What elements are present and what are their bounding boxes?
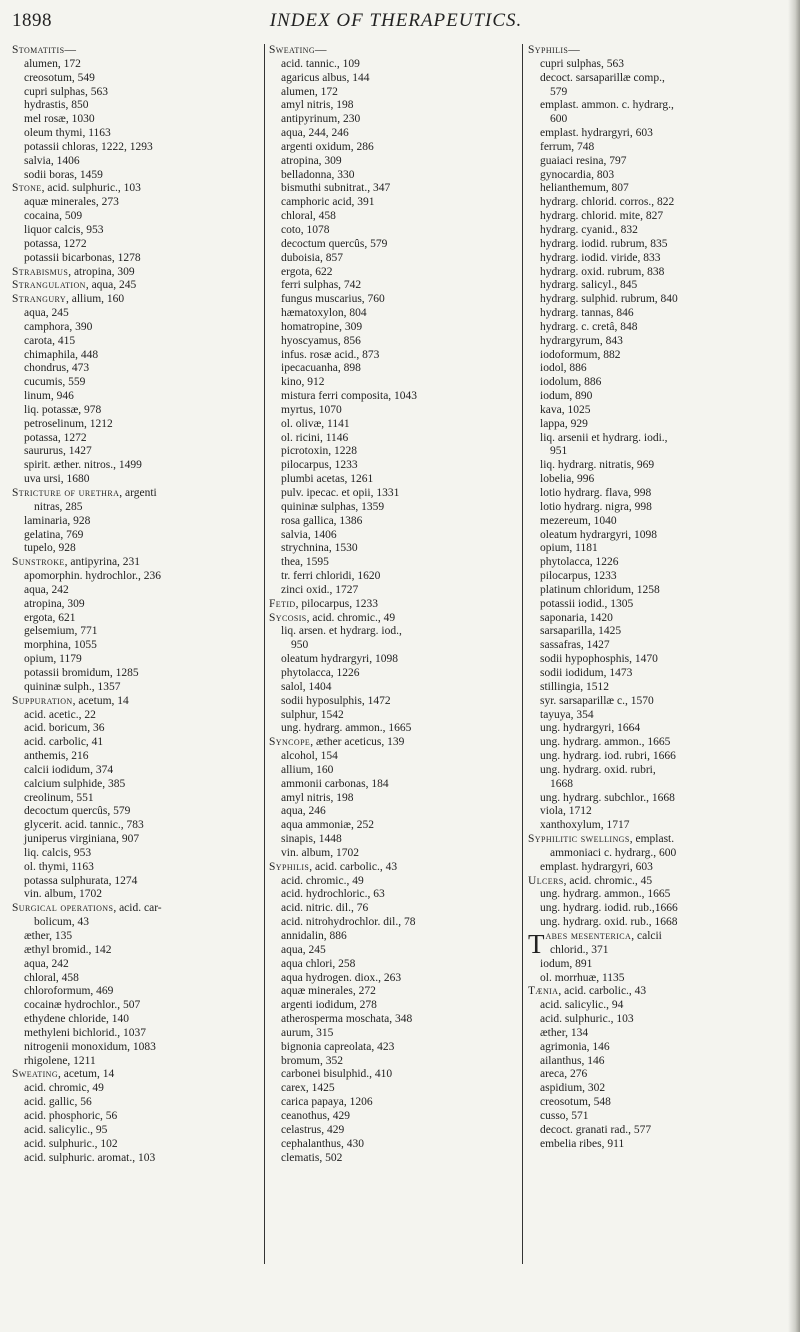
index-entry: acid. salicylic., 95 <box>24 1123 108 1136</box>
index-entry: acid. chromic, 49 <box>24 1082 104 1095</box>
index-entry: hydrarg. iodid. rubrum, 835 <box>540 237 668 250</box>
heading-rest: , acid. car- <box>113 902 162 915</box>
index-entry: hydrarg. cyanid., 832 <box>540 223 638 236</box>
index-entry: ung. hydrargyri, 1664 <box>540 722 641 735</box>
index-entry: ung. hydrarg. oxid. rubri, <box>540 763 656 776</box>
index-entry: tupelo, 928 <box>24 542 76 555</box>
index-entry: morphina, 1055 <box>24 639 97 652</box>
index-heading <box>12 44 260 58</box>
index-entry: calcium sulphide, 385 <box>24 777 126 790</box>
heading-term: Stricture of urethra <box>12 487 120 499</box>
index-entry: kino, 912 <box>281 376 325 389</box>
index-entry: emplast. hydrargyri, 603 <box>540 860 653 873</box>
heading-term: Surgical operations <box>12 902 114 915</box>
index-entry: potassa, 1272 <box>24 431 87 444</box>
index-heading <box>12 266 260 280</box>
heading-term: Strangury <box>12 293 66 306</box>
index-entry: plumbi acetas, 1261 <box>281 473 374 486</box>
index-entry: creosotum, 548 <box>540 1096 611 1109</box>
index-heading <box>12 556 260 570</box>
index-entry: lotio hydrarg. nigra, 998 <box>540 500 652 513</box>
index-entry: stillingia, 1512 <box>540 680 609 693</box>
index-entry: glycerit. acid. tannic., 783 <box>24 819 144 832</box>
index-entry: hyoscyamus, 856 <box>281 334 361 347</box>
heading-term: Syphilis <box>269 860 310 873</box>
index-entry: cocaina, 509 <box>24 210 83 223</box>
index-entry: ung. hydrarg. ammon., 1665 <box>281 722 412 735</box>
index-entry: aspidium, 302 <box>540 1082 606 1095</box>
index-entry: emplast. ammon. c. hydrarg., <box>540 99 674 112</box>
heading-rest: , acid. carbolic., 43 <box>309 860 398 873</box>
index-entry: salvia, 1406 <box>281 528 337 541</box>
heading-term: Syphilitic swellings <box>528 833 630 846</box>
index-entry: pilocarpus, 1233 <box>540 570 617 583</box>
index-entry: chondrus, 473 <box>24 362 90 375</box>
index-entry: acid. sulphuric. aromat., 103 <box>24 1151 156 1164</box>
index-entry: calcii iodidum, 374 <box>24 763 114 776</box>
index-entry: ol. ricini, 1146 <box>281 431 349 444</box>
index-entry: xanthoxylum, 1717 <box>540 819 630 832</box>
page-header <box>12 8 780 36</box>
index-entry: hydrastis, 850 <box>24 99 89 112</box>
index-entry: ung. hydrarg. iod. rubri, 1666 <box>540 750 676 763</box>
index-entry: salol, 1404 <box>281 680 332 693</box>
index-entry: alcohol, 154 <box>281 750 338 763</box>
heading-term: Syphilis <box>528 44 569 56</box>
index-entry: platinum chloridum, 1258 <box>540 583 660 596</box>
index-entry: acid. nitrohydrochlor. dil., 78 <box>281 916 416 929</box>
index-entry: carota, 415 <box>24 334 76 347</box>
index-entry: nitrogenii monoxidum, 1083 <box>24 1040 156 1053</box>
index-entry: iodolum, 886 <box>540 376 602 389</box>
index-entry: ung. hydrarg. iodid. rub.,1666 <box>540 902 678 915</box>
index-heading <box>269 861 519 875</box>
index-entry: cocainæ hydrochlor., 507 <box>24 999 141 1012</box>
index-entry: lappa, 929 <box>540 417 588 430</box>
index-entry: ceanothus, 429 <box>281 1109 350 1122</box>
heading-rest: , acid. chromic., 45 <box>563 874 653 887</box>
heading-rest: , acetum, 14 <box>58 1068 115 1081</box>
index-entry: antipyrinum, 230 <box>281 113 361 126</box>
index-entry: fungus muscarius, 760 <box>281 293 385 306</box>
index-heading <box>12 902 260 916</box>
heading-term: Sweating <box>269 44 316 56</box>
index-entry: oleum thymi, 1163 <box>24 127 111 140</box>
index-entry: hydrarg. sulphid. rubrum, 840 <box>540 293 678 306</box>
heading-rest: , aqua, 245 <box>85 279 137 292</box>
index-entry: ung. hydrarg. ammon., 1665 <box>540 888 671 901</box>
index-entry-continuation: 1668 <box>550 777 573 790</box>
index-entry: ung. hydrarg. oxid. rub., 1668 <box>540 916 678 929</box>
index-entry: saponaria, 1420 <box>540 611 613 624</box>
index-entry: acid. phosphoric, 56 <box>24 1109 118 1122</box>
index-heading <box>12 1068 260 1082</box>
heading-rest: — <box>64 44 76 56</box>
index-entry: uva ursi, 1680 <box>24 473 90 486</box>
heading-rest: , atropina, 309 <box>68 265 135 278</box>
index-entry: argenti iodidum, 278 <box>281 999 377 1012</box>
drop-cap-letter: T <box>528 929 545 959</box>
index-entry: liquor calcis, 953 <box>24 223 104 236</box>
index-entry: sulphur, 1542 <box>281 708 344 721</box>
index-entry: aqua, 242 <box>24 957 69 970</box>
index-entry: ferri sulphas, 742 <box>281 279 362 292</box>
index-entry: cupri sulphas, 563 <box>540 57 625 70</box>
index-entry: acid. chromic., 49 <box>281 874 364 887</box>
index-entry: embelia ribes, 911 <box>540 1137 625 1150</box>
index-entry: amyl nitris, 198 <box>281 99 354 112</box>
heading-rest: , allium, 160 <box>66 293 125 306</box>
heading-term: Strangulation <box>12 279 86 292</box>
index-entry: vin. album, 1702 <box>281 846 359 859</box>
index-entry: acid. nitric. dil., 76 <box>281 902 369 915</box>
index-entry: laminaria, 928 <box>24 514 91 527</box>
index-entry: amyl nitris, 198 <box>281 791 354 804</box>
index-entry: potassii bromidum, 1285 <box>24 666 139 679</box>
index-entry: sassafras, 1427 <box>540 639 610 652</box>
index-entry-continuation: 600 <box>550 113 568 126</box>
heading-rest: , acid. sulphuric., 103 <box>41 182 141 195</box>
heading-rest: , acid. chromic., 49 <box>306 611 396 624</box>
index-entry: thea, 1595 <box>281 556 329 569</box>
index-entry: apomorphin. hydrochlor., 236 <box>24 570 162 583</box>
heading-term: abes mesenterica <box>545 930 632 942</box>
index-entry: tr. ferri chloridi, 1620 <box>281 570 381 583</box>
index-entry: decoctum quercûs, 579 <box>24 805 131 818</box>
index-entry: acid. hydrochloric., 63 <box>281 888 385 901</box>
index-heading <box>12 695 260 709</box>
index-entry: ol. morrhuæ, 1135 <box>540 971 625 984</box>
index-entry: creosotum, 549 <box>24 71 95 84</box>
index-entry: aurum, 315 <box>281 1026 334 1039</box>
index-heading <box>528 833 778 847</box>
index-entry: carica papaya, 1206 <box>281 1096 373 1109</box>
scan-edge-shadow <box>788 0 800 1332</box>
index-entry: ergota, 622 <box>281 265 333 278</box>
index-entry: gelatina, 769 <box>24 528 84 541</box>
index-entry: carex, 1425 <box>281 1082 335 1095</box>
index-entry: emplast. hydrargyri, 603 <box>540 127 653 140</box>
index-entry: liq. arsenii et hydrarg. iodi., <box>540 431 668 444</box>
index-entry: juniperus virginiana, 907 <box>24 833 140 846</box>
heading-term: Stomatitis <box>12 44 65 56</box>
index-entry: liq. hydrarg. nitratis, 969 <box>540 459 655 472</box>
index-entry: quininæ sulph., 1357 <box>24 680 121 693</box>
index-entry: sarsaparilla, 1425 <box>540 625 622 638</box>
index-entry: pilocarpus, 1233 <box>281 459 358 472</box>
index-entry: sodii boras, 1459 <box>24 168 103 181</box>
index-entry: rosa gallica, 1386 <box>281 514 363 527</box>
index-entry: zinci oxid., 1727 <box>281 583 359 596</box>
index-heading <box>269 598 519 612</box>
index-entry: potassa sulphurata, 1274 <box>24 874 138 887</box>
index-entry: pulv. ipecac. et opii, 1331 <box>281 487 400 499</box>
index-entry: ergota, 621 <box>24 611 76 624</box>
index-entry: acid. acetic., 22 <box>24 708 96 721</box>
heading-rest: , acetum, 14 <box>72 694 129 707</box>
index-entry: gynocardia, 803 <box>540 168 615 181</box>
heading-rest: — <box>315 44 327 56</box>
index-entry: æther, 135 <box>24 930 73 942</box>
index-entry: hydrarg. oxid. rubrum, 838 <box>540 265 665 278</box>
index-entry: guaiaci resina, 797 <box>540 154 627 167</box>
heading-term: Fetid <box>269 597 296 610</box>
index-entry: hydrarg. c. cretâ, 848 <box>540 320 638 333</box>
index-entry: oleatum hydrargyri, 1098 <box>281 653 398 666</box>
index-entry: mezereum, 1040 <box>540 514 617 527</box>
index-entry: iodum, 891 <box>540 957 593 970</box>
page-number: 1898 <box>12 10 52 31</box>
index-entry: acid. sulphuric., 102 <box>24 1137 118 1150</box>
index-entry: agaricus albus, 144 <box>281 71 370 84</box>
heading-term: Tænia <box>528 985 559 998</box>
index-entry: chimaphila, 448 <box>24 348 99 361</box>
index-entry: cephalanthus, 430 <box>281 1137 365 1150</box>
index-entry: hydrarg. tannas, 846 <box>540 307 634 320</box>
index-entry: coto, 1078 <box>281 223 330 236</box>
index-entry: ol. olivæ, 1141 <box>281 417 350 430</box>
index-entry: aqua, 245 <box>24 307 69 320</box>
index-entry: acid. carbolic, 41 <box>24 736 104 749</box>
index-heading <box>269 612 519 626</box>
index-entry-continuation: 951 <box>550 445 568 458</box>
index-entry-continuation: ammoniaci c. hydrarg., 600 <box>550 846 677 859</box>
index-entry: cusso, 571 <box>540 1109 589 1122</box>
index-entry: duboisia, 857 <box>281 251 343 264</box>
index-entry: hydrarg. salicyl., 845 <box>540 279 638 292</box>
index-entry: clematis, 502 <box>281 1151 343 1164</box>
index-entry: hydrarg. iodid. viride, 833 <box>540 251 661 264</box>
index-entry: atropina, 309 <box>24 597 85 610</box>
index-heading <box>528 44 778 58</box>
index-entry: hæmatoxylon, 804 <box>281 307 367 320</box>
index-entry: picrotoxin, 1228 <box>281 445 358 458</box>
index-entry: bromum, 352 <box>281 1054 343 1067</box>
index-entry: ol. thymi, 1163 <box>24 860 94 873</box>
index-heading <box>528 985 778 999</box>
index-column-1 <box>12 44 260 1165</box>
index-entry: liq. arsen. et hydrarg. iod., <box>281 625 402 638</box>
index-entry: aqua, 245 <box>281 943 326 956</box>
index-entry: rhigolene, 1211 <box>24 1054 96 1067</box>
index-entry: cupri sulphas, 563 <box>24 85 109 98</box>
index-entry: bignonia capreolata, 423 <box>281 1040 395 1053</box>
index-entry-continuation: chlorid., 371 <box>550 943 609 956</box>
heading-rest: , emplast. <box>629 833 675 846</box>
index-entry: helianthemum, 807 <box>540 182 629 195</box>
index-entry: viola, 1712 <box>540 805 592 818</box>
column-divider <box>264 44 265 1264</box>
heading-rest: , acid. carbolic., 43 <box>558 985 647 998</box>
index-entry: acid. tannic., 109 <box>281 57 360 70</box>
index-entry: phytolacca, 1226 <box>540 556 619 569</box>
index-heading <box>12 182 260 196</box>
index-entry: liq. calcis, 953 <box>24 846 92 859</box>
index-entry: annidalin, 886 <box>281 930 347 942</box>
heading-term: Suppuration <box>12 694 73 707</box>
index-entry: aquæ minerales, 272 <box>281 985 376 998</box>
index-entry-continuation: bolicum, 43 <box>34 916 89 929</box>
index-entry: sodii iodidum, 1473 <box>540 666 633 679</box>
index-entry: sodii hyposulphis, 1472 <box>281 694 391 707</box>
index-entry: aqua, 246 <box>281 805 326 818</box>
index-entry: ung. hydrarg. ammon., 1665 <box>540 736 671 749</box>
index-entry: aquæ minerales, 273 <box>24 196 119 209</box>
index-entry: potassii iodid., 1305 <box>540 597 634 610</box>
index-heading <box>269 44 519 58</box>
running-title: INDEX OF THERAPEUTICS. <box>269 10 523 31</box>
index-entry: acid. salicylic., 94 <box>540 999 624 1012</box>
index-entry: anthemis, 216 <box>24 750 89 763</box>
index-entry: salvia, 1406 <box>24 154 80 167</box>
index-entry: lobelia, 996 <box>540 473 595 486</box>
index-entry: areca, 276 <box>540 1068 588 1081</box>
index-entry: chloral, 458 <box>281 210 336 223</box>
heading-rest: , pilocarpus, 1233 <box>295 597 379 610</box>
index-entry: phytolacca, 1226 <box>281 666 360 679</box>
index-entry: hydrarg. chlorid. mite, 827 <box>540 210 664 223</box>
index-entry: potassii bicarbonas, 1278 <box>24 251 141 264</box>
index-entry: iodum, 890 <box>540 390 593 403</box>
index-entry: aqua, 244, 246 <box>281 127 349 140</box>
index-entry-continuation: nitras, 285 <box>34 500 83 513</box>
index-entry: decoct. sarsaparillæ comp., <box>540 71 665 84</box>
index-entry: ethydene chloride, 140 <box>24 1013 130 1026</box>
index-entry: æther, 134 <box>540 1026 589 1039</box>
index-entry: alumen, 172 <box>24 57 81 70</box>
index-entry: opium, 1179 <box>24 653 82 666</box>
index-entry-continuation: 950 <box>291 639 309 652</box>
index-entry: celastrus, 429 <box>281 1123 345 1136</box>
index-entry: methyleni bichlorid., 1037 <box>24 1026 147 1039</box>
index-entry: potassa, 1272 <box>24 237 87 250</box>
heading-term: Syncope <box>269 736 311 749</box>
index-entry: allium, 160 <box>281 763 334 776</box>
index-heading <box>269 736 519 750</box>
heading-rest: , calcii <box>631 930 662 942</box>
index-entry: acid. gallic, 56 <box>24 1096 92 1109</box>
index-entry: opium, 1181 <box>540 542 598 555</box>
index-entry: ailanthus, 146 <box>540 1054 605 1067</box>
index-entry: myrtus, 1070 <box>281 403 342 416</box>
index-entry: strychnina, 1530 <box>281 542 358 555</box>
index-entry: camphora, 390 <box>24 320 93 333</box>
index-entry: potassii chloras, 1222, 1293 <box>24 140 153 153</box>
index-entry: cucumis, 559 <box>24 376 86 389</box>
heading-term: Ulcers <box>528 874 564 887</box>
index-entry: argenti oxidum, 286 <box>281 140 374 153</box>
index-entry: aqua hydrogen. diox., 263 <box>281 971 402 984</box>
index-entry: atropina, 309 <box>281 154 342 167</box>
heading-rest: — <box>568 44 580 56</box>
heading-rest: , antipyrina, 231 <box>64 556 141 569</box>
heading-rest: , argenti <box>119 487 157 499</box>
heading-term: Sweating <box>12 1068 59 1081</box>
index-entry: lotio hydrarg. flava, 998 <box>540 487 652 499</box>
index-entry: æthyl bromid., 142 <box>24 943 112 956</box>
index-entry: sinapis, 1448 <box>281 833 342 846</box>
heading-term: Strabismus <box>12 265 69 278</box>
index-entry: ferrum, 748 <box>540 140 595 153</box>
index-heading <box>12 279 260 293</box>
index-entry: syr. sarsaparillæ c., 1570 <box>540 694 654 707</box>
index-entry: homatropine, 309 <box>281 320 363 333</box>
index-entry: saururus, 1427 <box>24 445 92 458</box>
index-entry: aqua, 242 <box>24 583 69 596</box>
index-heading <box>12 293 260 307</box>
index-column-2 <box>269 44 519 1165</box>
index-entry: spirit. æther. nitros., 1499 <box>24 459 142 472</box>
index-entry: chloral, 458 <box>24 971 79 984</box>
index-entry: oleatum hydrargyri, 1098 <box>540 528 657 541</box>
index-heading <box>12 487 260 501</box>
column-divider <box>522 44 523 1264</box>
index-entry: infus. rosæ acid., 873 <box>281 348 380 361</box>
index-entry: sodii hypophosphis, 1470 <box>540 653 658 666</box>
heading-rest: , æther aceticus, 139 <box>310 736 405 749</box>
index-entry: mistura ferri composita, 1043 <box>281 390 418 403</box>
index-entry: hydrarg. chlorid. corros., 822 <box>540 196 675 209</box>
heading-term: Sycosis <box>269 611 307 624</box>
index-entry: iodol, 886 <box>540 362 587 375</box>
index-entry: iodoformum, 882 <box>540 348 621 361</box>
index-entry: acid. sulphuric., 103 <box>540 1013 634 1026</box>
index-entry: tayuya, 354 <box>540 708 594 721</box>
index-entry-continuation: 579 <box>550 85 568 98</box>
index-entry: aqua chlori, 258 <box>281 957 356 970</box>
index-entry: liq. potassæ, 978 <box>24 403 102 416</box>
index-entry: creolinum, 551 <box>24 791 94 804</box>
index-entry: petroselinum, 1212 <box>24 417 113 430</box>
heading-term: Sunstroke <box>12 556 65 569</box>
index-entry: ammonii carbonas, 184 <box>281 777 389 790</box>
index-entry: agrimonia, 146 <box>540 1040 610 1053</box>
index-entry: carbonei bisulphid., 410 <box>281 1068 393 1081</box>
index-entry: atherosperma moschata, 348 <box>281 1013 413 1026</box>
index-entry: linum, 946 <box>24 390 74 403</box>
index-entry: hydrargyrum, 843 <box>540 334 623 347</box>
index-entry: acid. boricum, 36 <box>24 722 105 735</box>
index-entry: chloroformum, 469 <box>24 985 114 998</box>
index-entry: decoctum quercûs, 579 <box>281 237 388 250</box>
index-entry: ung. hydrarg. subchlor., 1668 <box>540 791 675 804</box>
index-entry: quininæ sulphas, 1359 <box>281 500 385 513</box>
index-entry: vin. album, 1702 <box>24 888 102 901</box>
index-heading <box>528 875 778 889</box>
index-entry: belladonna, 330 <box>281 168 355 181</box>
index-column-3 <box>528 44 778 1152</box>
index-entry: alumen, 172 <box>281 85 338 98</box>
index-entry: gelsemium, 771 <box>24 625 98 638</box>
index-entry: camphoric acid, 391 <box>281 196 375 209</box>
index-entry: ipecacuanha, 898 <box>281 362 361 375</box>
heading-term: Stone <box>12 182 42 195</box>
index-entry: decoct. granati rad., 577 <box>540 1123 652 1136</box>
index-entry: bismuthi subnitrat., 347 <box>281 182 391 195</box>
index-entry: kava, 1025 <box>540 403 591 416</box>
index-entry: aqua ammoniæ, 252 <box>281 819 374 832</box>
index-entry: mel rosæ, 1030 <box>24 113 95 126</box>
